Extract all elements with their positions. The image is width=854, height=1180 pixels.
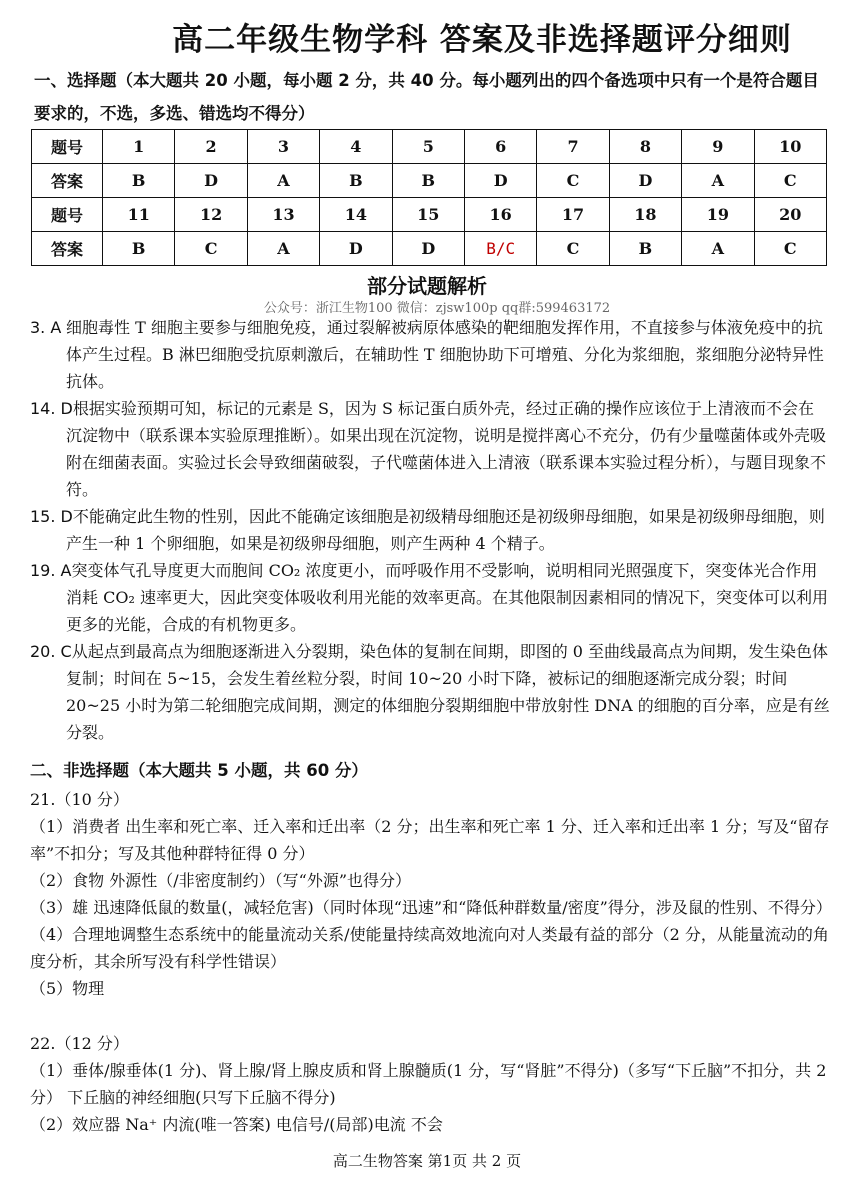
- section2-heading: 二、非选择题（本大题共 5 小题，共 60 分）: [30, 761, 368, 780]
- analysis-list: [30, 314, 830, 746]
- section1-heading: 一、选择题（本大题共 20 小题，每小题 2 分，共 40 分。每小题列出的四个备选项中只有一个是符合题目要求的，不选，多选、错选均不得分）: [34, 71, 819, 123]
- answer-cell: B: [103, 232, 175, 266]
- question-number: 14: [320, 198, 392, 232]
- answer-line: （1）垂体/腺垂体(1 分)、肾上腺/肾上腺皮质和肾上腺髓质(1 分，写“肾脏”不得分)（多写“下丘脑”不扣分，共 2 分） 下丘脑的神经细胞(只写下丘脑不得分): [30, 1061, 827, 1107]
- question-number: 4: [320, 130, 392, 164]
- analysis-item-number: 15. D: [30, 507, 73, 526]
- answer-cell: A: [247, 232, 319, 266]
- analysis-item-number: 3. A: [30, 318, 62, 337]
- analysis-item-number: 20. C: [30, 642, 72, 661]
- question-number: 9: [682, 130, 754, 164]
- question-22: [30, 1030, 830, 1138]
- page-title: 高二年级生物学科 答案及非选择题评分细则: [172, 22, 792, 58]
- question-number: 12: [175, 198, 247, 232]
- answer-cell: A: [247, 164, 319, 198]
- question-number: 18: [609, 198, 681, 232]
- answer-cell: D: [175, 164, 247, 198]
- question-21: [30, 786, 830, 1002]
- answer-line: （1）消费者 出生率和死亡率、迁入率和迁出率（2 分；出生率和死亡率 1 分、迁入率和迁出率 1 分；写及“留存率”不扣分；写及其他种群特征得 0 分）: [30, 817, 830, 863]
- analysis-item: [30, 314, 830, 395]
- answer-line: （2）食物 外源性（/非密度制约）（写“外源”也得分）: [30, 871, 412, 890]
- answer-line: （2）效应器 Na⁺ 内流(唯一答案) 电信号/(局部)电流 不会: [30, 1115, 443, 1134]
- analysis-item-number: 14. D: [30, 399, 73, 418]
- watermark-text: 公众号：浙江生物100 微信：zjsw100p qq群:599463172: [263, 301, 611, 316]
- question-title: 21.（10 分）: [30, 790, 129, 809]
- analysis-item-text: 细胞毒性 T 细胞主要参与细胞免疫，通过裂解被病原体感染的靶细胞发挥作用，不直接参与体液免疫中的抗体产生过程。B 淋巴细胞受抗原刺激后，在辅助性 T 细胞协助下可增殖、分化为浆细胞，浆细胞分泌特异性抗体。: [66, 318, 824, 391]
- answer-cell: D: [464, 164, 536, 198]
- question-number: 11: [103, 198, 175, 232]
- answer-cell: B: [103, 164, 175, 198]
- analysis-item-text: 突变体气孔导度更大而胞间 CO₂ 浓度更小，而呼吸作用不受影响，说明相同光照强度下，突变体光合作用消耗 CO₂ 速率更大，因此突变体吸收利用光能的效率更高。在其他限制因素相同的情况下，突变体可以利用更多的光能，合成的有机物更多。: [66, 561, 828, 634]
- answer-cell: D: [609, 164, 681, 198]
- answer-cell: C: [754, 232, 826, 266]
- answer-cell: A: [682, 164, 754, 198]
- answer-cell: C: [754, 164, 826, 198]
- row-label-question: 题号: [32, 130, 103, 164]
- table-row-answers-2: [32, 232, 827, 266]
- answer-line: （4）合理地调整生态系统中的能量流动关系/使能量持续高效地流向对人类最有益的部分（2 分，从能量流动的角度分析，其余所写没有科学性错误）: [30, 925, 829, 971]
- question-number: 2: [175, 130, 247, 164]
- question-number: 16: [464, 198, 536, 232]
- question-number: 13: [247, 198, 319, 232]
- answer-table: [31, 129, 827, 266]
- row-label-answer: 答案: [32, 232, 103, 266]
- answer-cell: D: [392, 232, 464, 266]
- analysis-heading: 部分试题解析: [367, 274, 487, 298]
- table-row-numbers-1: [32, 130, 827, 164]
- answer-cell: C: [175, 232, 247, 266]
- question-number: 20: [754, 198, 826, 232]
- answer-cell: B: [392, 164, 464, 198]
- answer-cell-corrected: B/C: [464, 232, 536, 266]
- table-row-numbers-2: [32, 198, 827, 232]
- question-number: 5: [392, 130, 464, 164]
- question-number: 7: [537, 130, 609, 164]
- analysis-item: [30, 638, 830, 746]
- answer-line: （5）物理: [30, 979, 105, 998]
- page-footer: 高二生物答案 第1页 共 2 页: [332, 1152, 522, 1170]
- answer-cell: C: [537, 232, 609, 266]
- answer-line: （3）雄 迅速降低鼠的数量(，减轻危害)（同时体现“迅速”和“降低种群数量/密度”得分，涉及鼠的性别、不得分）: [30, 898, 832, 917]
- answer-cell: B: [609, 232, 681, 266]
- row-label-answer: 答案: [32, 164, 103, 198]
- question-number: 10: [754, 130, 826, 164]
- analysis-item: [30, 503, 830, 557]
- analysis-item-text: 从起点到最高点为细胞逐渐进入分裂期，染色体的复制在间期，即图的 0 至曲线最高点为间期，发生染色体复制；时间在 5~15，会发生着丝粒分裂，时间 10~20 小时下降，被标记的细胞逐渐完成分裂；时间 20~25 小时为第二轮细胞完成间期，测定的体细胞分裂期细胞中带放射性 DNA 的细胞的百分率，应是有丝分裂。: [66, 642, 830, 742]
- analysis-item: [30, 557, 830, 638]
- question-number: 8: [609, 130, 681, 164]
- analysis-item: [30, 395, 830, 503]
- question-number: 6: [464, 130, 536, 164]
- answer-cell: B: [320, 164, 392, 198]
- answer-cell: D: [320, 232, 392, 266]
- analysis-item-text: 根据实验预期可知，标记的元素是 S，因为 S 标记蛋白质外壳，经过正确的操作应该位于上清液而不会在沉淀物中（联系课本实验原理推断）。如果出现在沉淀物，说明是搅拌离心不充分，仍有少量噬菌体或外壳吸附在细菌表面。实验过长会导致细菌破裂，子代噬菌体进入上清液（联系课本实验过程分析），与题目现象不符。: [66, 399, 827, 499]
- question-title: 22.（12 分）: [30, 1034, 129, 1053]
- table-row-answers-1: [32, 164, 827, 198]
- question-number: 19: [682, 198, 754, 232]
- question-number: 17: [537, 198, 609, 232]
- question-number: 3: [247, 130, 319, 164]
- analysis-item-text: 不能确定此生物的性别，因此不能确定该细胞是初级精母细胞还是初级卵母细胞，如果是初级卵母细胞，则产生一种 1 个卵细胞，如果是初级卵母细胞，则产生两种 4 个精子。: [66, 507, 825, 553]
- question-number: 1: [103, 130, 175, 164]
- row-label-question: 题号: [32, 198, 103, 232]
- question-number: 15: [392, 198, 464, 232]
- analysis-item-number: 19. A: [30, 561, 72, 580]
- answer-cell: C: [537, 164, 609, 198]
- answer-cell: A: [682, 232, 754, 266]
